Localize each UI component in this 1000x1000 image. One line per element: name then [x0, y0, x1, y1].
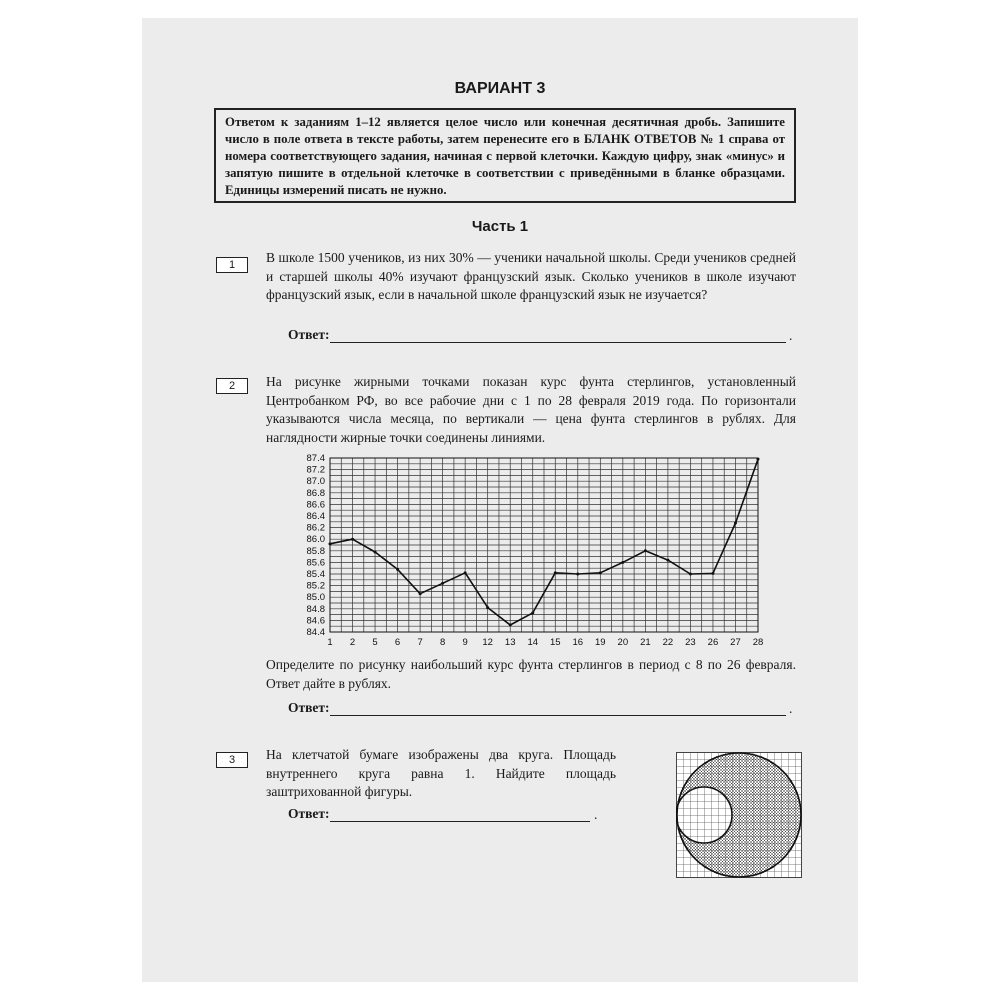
x-tick-label: 19	[595, 637, 606, 648]
data-point	[621, 561, 624, 564]
x-tick-label: 9	[462, 637, 468, 648]
data-point	[441, 582, 444, 585]
y-tick-label: 85.2	[306, 580, 325, 592]
data-point	[599, 571, 602, 574]
x-tick-label: 16	[572, 637, 584, 648]
answer-label-2: Ответ:	[288, 700, 330, 715]
answer-field-1[interactable]	[330, 342, 786, 343]
answer-end-3: .	[594, 807, 598, 822]
data-point	[644, 549, 647, 552]
x-tick-label: 2	[349, 637, 356, 648]
question-3-text: На клетчатой бумаге изображены два круга. Площадь внутреннего круга равна 1. Найдите площадь заштрихованной фигуры.	[266, 747, 616, 799]
y-tick-label: 86.0	[306, 534, 325, 546]
circles-figure	[676, 752, 802, 878]
data-point	[554, 571, 557, 574]
y-tick-label: 84.6	[306, 615, 325, 627]
data-point	[374, 550, 377, 553]
x-tick-label: 14	[527, 637, 539, 648]
y-tick-label: 86.6	[306, 499, 325, 511]
question-1-text: В школе 1500 учеников, из них 30% — ученики начальной школы. Среди учеников средней и старшей школы 40% изучают французский язык. Сколько учеников в школе изучают французский язык, если в начальной школе французский язык не изучается?	[266, 250, 796, 302]
y-tick-label: 87.4	[306, 453, 325, 464]
x-tick-label: 28	[752, 637, 764, 648]
y-tick-label: 85.4	[306, 569, 325, 580]
data-point	[464, 571, 467, 574]
x-tick-label: 8	[439, 637, 446, 648]
y-tick-label: 85.6	[306, 557, 325, 569]
question-2-text: На рисунке жирными точками показан курс фунта стерлингов, установленный Центробанком РФ, во все рабочие дни с 1 по 28 февраля 2019 года. По горизонтали указываются числа месяца, по вертикали — цена фунта стерлингов в рублях. Для наглядности жирные точки соединены линиями.	[266, 374, 796, 445]
x-tick-label: 13	[504, 637, 516, 648]
y-tick-label: 87.2	[306, 464, 325, 476]
x-tick-label: 22	[662, 637, 674, 648]
y-tick-label: 86.4	[306, 511, 325, 522]
data-point	[486, 606, 489, 609]
x-tick-label: 7	[417, 637, 423, 648]
data-point	[509, 624, 512, 627]
y-tick-label: 87.0	[306, 476, 325, 488]
data-point	[576, 573, 579, 576]
data-point	[757, 458, 760, 461]
y-tick-label: 84.8	[306, 603, 325, 615]
data-point	[689, 573, 692, 576]
exchange-rate-chart	[290, 448, 770, 654]
question-number-3: 3	[216, 752, 248, 768]
y-tick-label: 86.2	[306, 522, 325, 534]
answer-end-1: .	[789, 328, 793, 343]
answer-field-3[interactable]	[330, 821, 590, 822]
x-tick-label: 1	[327, 637, 333, 648]
y-tick-label: 84.4	[306, 627, 325, 638]
x-tick-label: 20	[617, 637, 629, 648]
data-point	[711, 572, 714, 575]
y-tick-label: 85.8	[306, 545, 325, 557]
x-tick-label: 15	[549, 637, 561, 648]
x-tick-label: 6	[394, 637, 401, 648]
answer-end-2: .	[789, 701, 793, 716]
part-title: Часть 1	[471, 218, 529, 235]
data-point	[396, 568, 399, 571]
question-number-2: 2	[216, 378, 248, 394]
data-point	[531, 611, 534, 614]
data-point	[329, 542, 332, 545]
data-point	[419, 592, 422, 595]
question-2-prompt: Определите по рисунку наибольший курс фунта стерлингов в период с 8 по 26 февраля. Ответ дайте в рублях.	[266, 657, 796, 691]
x-tick-label: 27	[730, 637, 741, 648]
data-point	[734, 521, 737, 524]
data-point	[666, 559, 669, 562]
answer-label-3: Ответ:	[288, 806, 330, 821]
instructions-box: Ответом к заданиям 1–12 является целое число или конечная десятичная дробь. Запишите число в поле ответа в тексте работы, затем перенесите его в БЛАНК ОТВЕТОВ № 1 справа от номера соответствующего задания, начиная с первой клеточки. Каждую цифру, знак «минус» и запятую пишите в отдельной клеточке в соответствии с приведёнными в бланке образцами. Единицы измерений писать не нужно.	[214, 108, 796, 203]
data-point	[351, 538, 354, 541]
variant-title: ВАРИАНТ 3	[454, 80, 546, 97]
x-tick-label: 21	[640, 637, 651, 648]
question-number-1: 1	[216, 257, 248, 273]
x-tick-label: 23	[685, 637, 696, 648]
y-tick-label: 86.8	[306, 487, 325, 499]
answer-field-2[interactable]	[330, 715, 786, 716]
x-tick-label: 12	[482, 637, 493, 648]
y-tick-label: 85.0	[306, 592, 325, 604]
x-tick-label: 5	[372, 637, 378, 648]
x-tick-label: 26	[707, 637, 719, 648]
answer-label-1: Ответ:	[288, 327, 330, 342]
